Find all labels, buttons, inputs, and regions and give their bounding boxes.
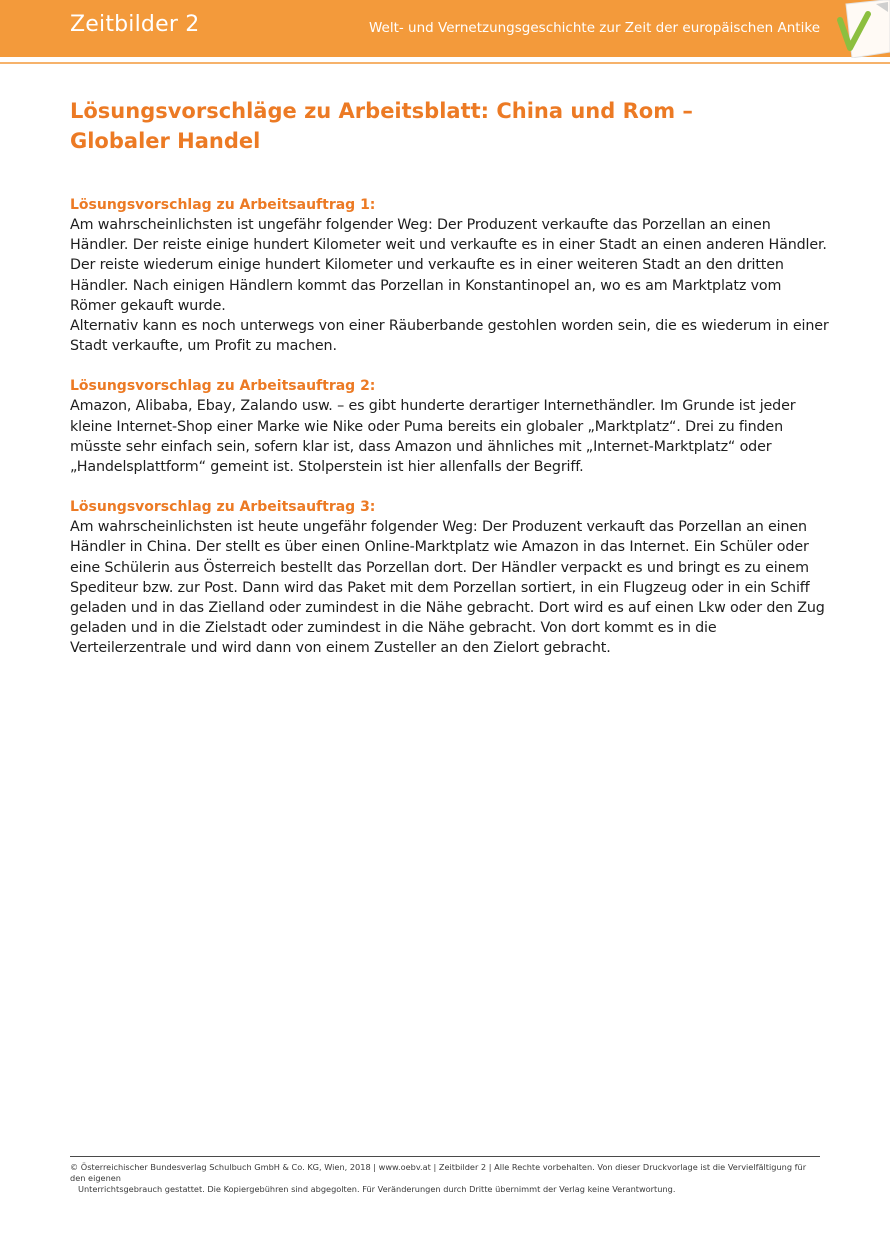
paragraph: Am wahrscheinlichsten ist heute ungefähr folgender Weg: Der Produzent verkauft das Porzellan an einen Händler in China. Der stellt es über einen Online-Marktplatz wie Amazon in das Internet. Ein Schüler oder eine Schülerin aus Österreich bestellt das Porzellan dort. Der Händler verpackt es und bringt es zu einem Spediteur bzw. zur Post. Dann wird das Paket mit dem Porzellan sortiert, in ein Flugzeug oder in ein Schiff geladen und in das Zielland oder zumindest in die Nähe gebracht. Dort wird es auf einen Lkw oder den Zug geladen und in die Zielstadt oder zumindest in die Nähe gebracht. Von dort kommt es in die Verteilerzentrale und wird dann von einem Zusteller an den Zielort gebracht.: [70, 519, 825, 657]
paragraph: Amazon, Alibaba, Ebay, Zalando usw. – es gibt hunderte derartiger Internethändler. Im Grunde ist jeder kleine Internet-Shop einer Marke wie Nike oder Puma bereits ein globaler „Marktplatz“. Drei zu finden müsste sehr einfach sein, sofern klar ist, dass Amazon und ähnliches mit „Internet-Marktplatz“ oder „Handelsplattform“ gemeint ist. Stolperstein ist hier allenfalls der Begriff.: [70, 398, 796, 476]
document-body: [70, 195, 830, 679]
section-heading: Lösungsvorschlag zu Arbeitsauftrag 2:: [70, 378, 376, 395]
paragraph: Alternativ kann es noch unterwegs von einer Räuberbande gestohlen worden sein, die es wiederum in einer Stadt verkaufte, um Profit zu machen.: [70, 318, 829, 355]
header-subtitle: Welt- und Vernetzungsgeschichte zur Zeit der europäischen Antike: [368, 20, 820, 36]
page-title-line-2: Globaler Handel: [70, 129, 261, 153]
section-task-1: [70, 195, 830, 356]
page-title: [70, 96, 810, 156]
section-task-3: [70, 497, 830, 658]
section-task-2: [70, 376, 830, 477]
footer-line-2: Unterrichtsgebrauch gestattet. Die Kopiergebühren sind abgegolten. Für Veränderungen durch Dritte übernimmt der Verlag keine Verantwortung.: [78, 1184, 676, 1194]
checkmark-logo-icon: [832, 0, 890, 58]
footer-divider: [70, 1156, 820, 1157]
paragraph: Am wahrscheinlichsten ist ungefähr folgender Weg: Der Produzent verkaufte das Porzellan an einen Händler. Der reiste einige hundert Kilometer weit und verkaufte es in einer Stadt an einen anderen Händler. Der reiste wiederum einige hundert Kilometer und verkaufte es in einer weiteren Stadt an den dritten Händler. Nach einigen Händlern kommt das Porzellan in Konstantinopel an, wo es am Marktplatz vom Römer gekauft wurde.: [70, 217, 827, 314]
section-heading: Lösungsvorschlag zu Arbeitsauftrag 3:: [70, 499, 376, 516]
header-title: Zeitbilder 2: [70, 12, 200, 37]
section-heading: Lösungsvorschlag zu Arbeitsauftrag 1:: [70, 197, 376, 213]
header-divider: [0, 62, 890, 64]
footer-line-1: © Österreichischer Bundesverlag Schulbuch GmbH & Co. KG, Wien, 2018 | www.oebv.at | Zeitbilder 2 | Alle Rechte vorbehalten. Von dieser Druckvorlage ist die Vervielfältigung für den eigenen: [70, 1162, 807, 1183]
footer-copyright: [70, 1162, 820, 1195]
page-title-line-1: Lösungsvorschläge zu Arbeitsblatt: China und Rom –: [70, 99, 693, 123]
